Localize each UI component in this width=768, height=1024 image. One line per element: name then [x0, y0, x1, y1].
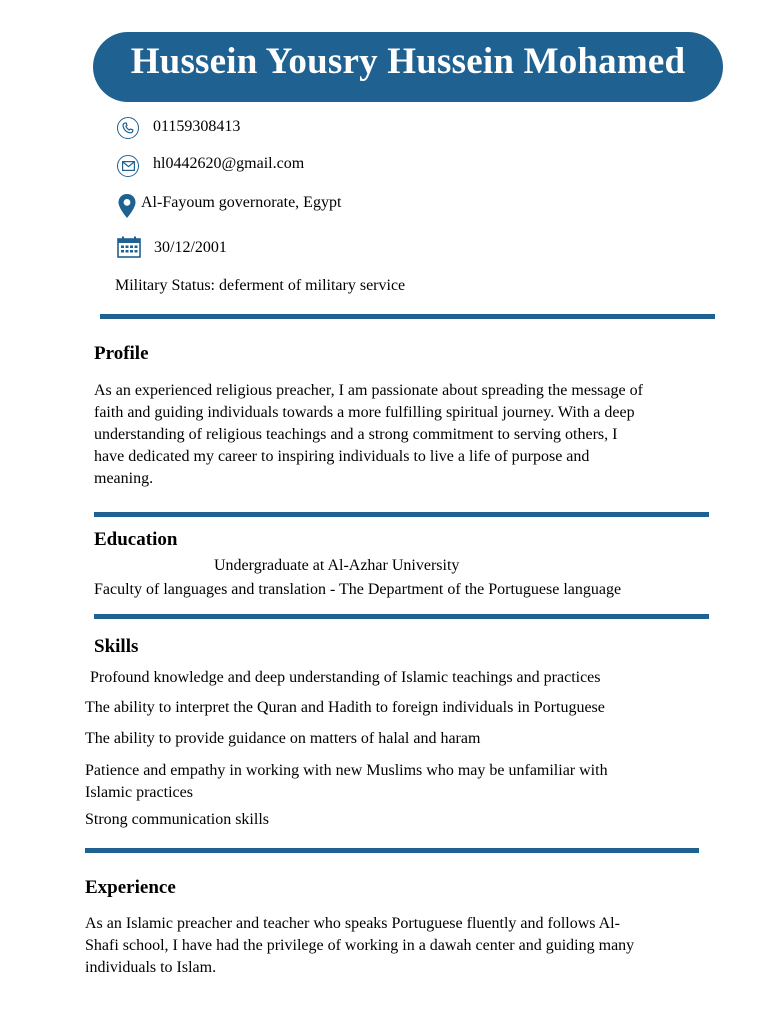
skill-item: The ability to interpret the Quran and Hadith to foreign individuals in Portuguese	[85, 699, 605, 716]
section-divider	[85, 848, 699, 853]
skills-heading: Skills	[94, 636, 139, 657]
profile-text	[94, 380, 714, 490]
skill-item: The ability to provide guidance on matters of halal and haram	[85, 730, 481, 747]
experience-line: individuals to Islam.	[85, 959, 217, 976]
experience-line: Shafi school, I have had the privilege of working in a dawah center and guiding many	[85, 937, 635, 954]
education-faculty: Faculty of languages and translation - The Department of the Portuguese language	[94, 581, 622, 598]
education-heading: Education	[94, 529, 178, 550]
education-degree: Undergraduate at Al-Azhar University	[214, 557, 460, 574]
military-status: Military Status: deferment of military service	[115, 277, 406, 294]
skill-item: Islamic practices	[85, 784, 193, 801]
profile-line: meaning.	[94, 470, 154, 487]
experience-heading: Experience	[85, 877, 176, 898]
phone-icon	[117, 117, 139, 139]
profile-line: faith and guiding individuals towards a more fulfilling spiritual journey. With a deep	[94, 404, 635, 421]
skill-item: Strong communication skills	[85, 811, 269, 828]
email-address: hl0442620@gmail.com	[153, 155, 305, 172]
birthdate: 30/12/2001	[154, 239, 227, 256]
section-divider	[100, 314, 715, 319]
location: Al-Fayoum governorate, Egypt	[141, 194, 342, 211]
phone-number: 01159308413	[153, 118, 241, 135]
experience-line: As an Islamic preacher and teacher who speaks Portuguese fluently and follows Al-	[85, 915, 620, 932]
section-divider	[94, 614, 709, 619]
location-pin-icon	[117, 193, 137, 219]
name-banner	[93, 32, 723, 102]
profile-line: understanding of religious teachings and a strong commitment to serving others, I	[94, 426, 618, 443]
skill-item: Patience and empathy in working with new Muslims who may be unfamiliar with	[85, 762, 608, 779]
profile-line: As an experienced religious preacher, I am passionate about spreading the message of	[94, 382, 643, 399]
mail-icon	[117, 155, 139, 177]
profile-line: have dedicated my career to inspiring individuals to live a life of purpose and	[94, 448, 590, 465]
skill-item: Profound knowledge and deep understanding of Islamic teachings and practices	[90, 669, 601, 686]
profile-heading: Profile	[94, 343, 149, 364]
experience-text	[85, 913, 705, 979]
calendar-icon	[117, 236, 141, 258]
section-divider	[94, 512, 709, 517]
candidate-name: Hussein Yousry Hussein Mohamed	[130, 41, 686, 82]
